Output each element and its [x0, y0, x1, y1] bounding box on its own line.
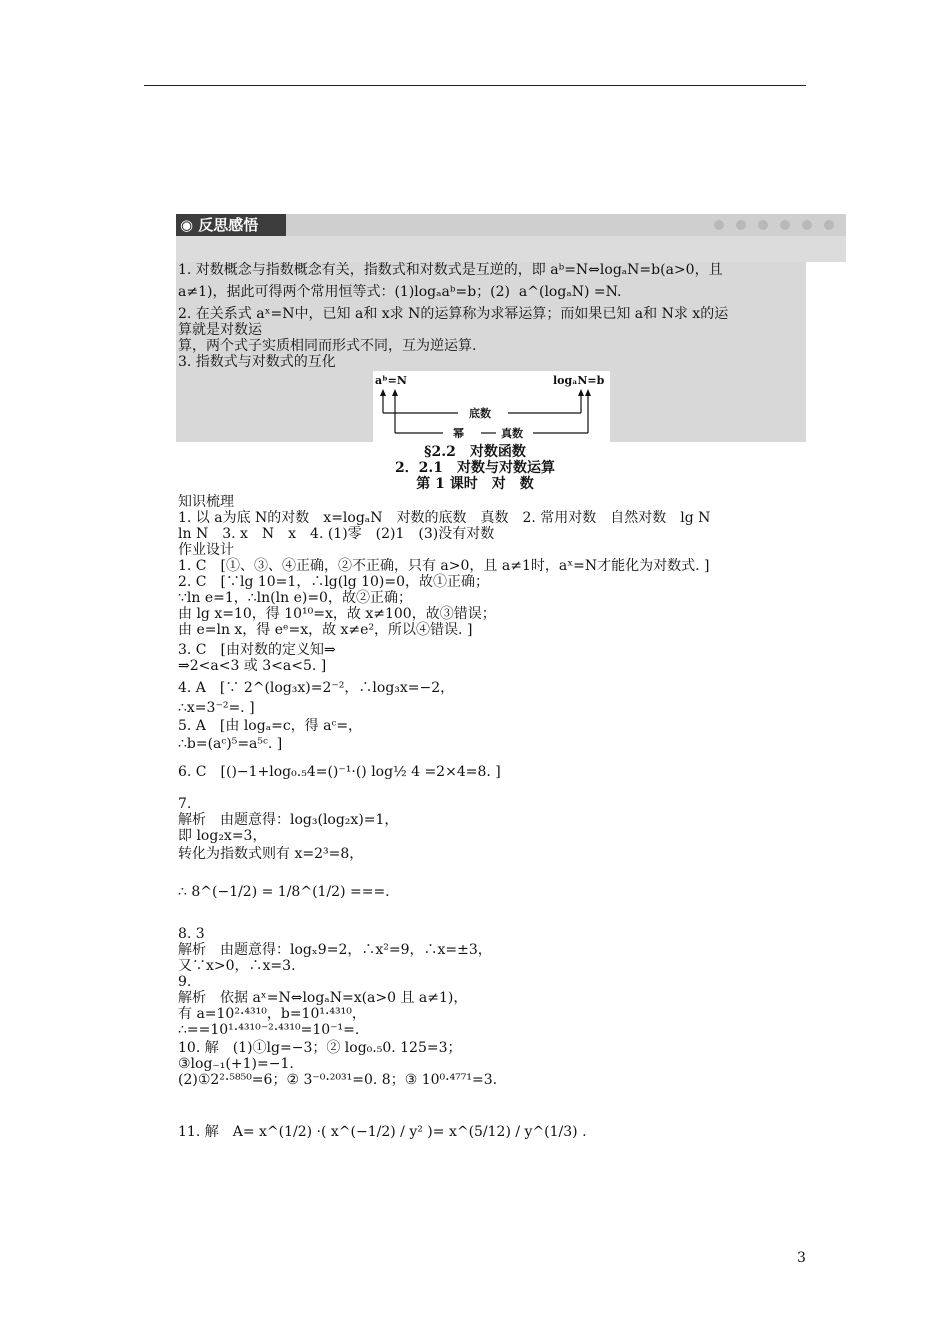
- diagram-base-label: 底数: [469, 407, 491, 420]
- diagram-power-label: 幂: [453, 427, 464, 440]
- answer-line: 3. C [由对数的定义知⇒: [178, 642, 336, 658]
- answer-line: 2. C [∵lg 10=1，∴lg(lg 10)=0，故①正确；: [178, 574, 490, 590]
- diagram-true-label: 真数: [501, 427, 523, 440]
- answer-line: 即 log₂x=3，: [178, 828, 267, 844]
- page-number: 3: [797, 1250, 806, 1266]
- reflection-line-5: 算，两个式子实质相同而形式不同，互为逆运算.: [178, 338, 477, 354]
- answer-line: 1. C [①、③、④正确，②不正确，只有 a>0，且 a≠1时，aˣ=N才能化为对数式. ]: [178, 558, 710, 574]
- dot-icon: [802, 220, 812, 230]
- answer-line: ∴==10¹·⁴³¹⁰⁻²·⁴³¹⁰=10⁻¹=.: [178, 1022, 360, 1038]
- dot-icon: [780, 220, 790, 230]
- reflection-line-2: a≠1)，据此可得两个常用恒等式：(1)logₐaᵇ=b；(2) a^(logₐN) =N.: [178, 284, 622, 300]
- lesson-title: 第 1 课时 对 数: [416, 476, 534, 492]
- answer-line: ③log₋₁(+1)=−1.: [178, 1056, 294, 1072]
- reflection-line-6: 3. 指数式与对数式的互化: [178, 354, 336, 370]
- section-tab: ◉ 反思感悟: [176, 214, 290, 236]
- reflection-line-3: 2. 在关系式 aˣ=N中，已知 a和 x求 N的运算称为求幂运算；而如果已知 a和 N求 x的运: [178, 306, 729, 322]
- answer-line: 作业设计: [178, 542, 234, 558]
- answer-line: ∴ 8^(−1/2) = 1/8^(1/2) ===.: [178, 884, 390, 900]
- dot-icon: [736, 220, 746, 230]
- answer-line: 又∵x>0，∴x=3.: [178, 958, 296, 974]
- answer-line: 解析 依据 aˣ=N⇔logₐN=x(a>0 且 a≠1)，: [178, 990, 468, 1006]
- answer-line: 7.: [178, 796, 192, 812]
- reflection-line-4: 算就是对数运: [178, 322, 262, 338]
- header-rule: [144, 85, 806, 86]
- answer-line: ⇒2<a<3 或 3<a<5. ]: [178, 658, 327, 674]
- answer-line: 解析 由题意得：logₓ9=2，∴x²=9，∴x=±3，: [178, 942, 492, 958]
- answer-line: 由 lg x=10，得 10¹⁰=x，故 x≠100，故③错误；: [178, 606, 496, 622]
- diagram-right-formula: logₐN=b: [553, 374, 605, 387]
- decorative-dots-bar: [286, 214, 846, 236]
- subsection-title: 2．2.1 对数与对数运算: [394, 460, 556, 476]
- answer-line: 有 a=10²·⁴³¹⁰，b=10¹·⁴³¹⁰，: [178, 1006, 366, 1022]
- dot-icon: [824, 220, 834, 230]
- exp-log-diagram: [373, 371, 610, 443]
- answer-line: 转化为指数式则有 x=2³=8，: [178, 846, 364, 862]
- answer-line: 4. A [∵ 2^(log₃x)=2⁻²，∴log₃x=−2，: [178, 680, 455, 696]
- answer-line: 知识梳理: [178, 494, 234, 510]
- answer-line: 5. A [由 logₐ=c，得 aᶜ=，: [178, 718, 363, 734]
- answer-line: 解析 由题意得：log₃(log₂x)=1，: [178, 812, 399, 828]
- answer-line: 11. 解 A= x^(1/2) ·( x^(−1/2) / y² )= x^(5/12) / y^(1/3) .: [178, 1124, 587, 1140]
- answer-line: 9.: [178, 974, 192, 990]
- answer-line: 由 e=ln x，得 eᵉ=x，故 x≠e²，所以④错误. ]: [178, 622, 473, 638]
- answer-line: 8. 3: [178, 926, 205, 942]
- answer-line: 6. C [()−1+log₀.₅4=()⁻¹·() log½ 4 =2×4=8. ]: [178, 764, 501, 780]
- answer-line: 1. 以 a为底 N的对数 x=logₐN 对数的底数 真数 2. 常用对数 自然对数 lg N: [178, 510, 711, 526]
- answer-line: (2)①2²·⁵⁸⁵⁰=6；② 3⁻⁰·²⁰³¹=0. 8；③ 10⁰·⁴⁷⁷¹=3.: [178, 1072, 498, 1088]
- answer-line: ∴x=3⁻²=. ]: [178, 700, 255, 716]
- reflection-line-1: 1. 对数概念与指数概念有关，指数式和对数式是互逆的，即 aᵇ=N⇔logₐN=b(a>0，且: [178, 262, 723, 278]
- diagram-left-formula: aᵇ=N: [375, 374, 407, 387]
- answer-line: ln N 3. x N x 4. (1)零 (2)1 (3)没有对数: [178, 526, 495, 542]
- dot-icon: [758, 220, 768, 230]
- dot-icon: [714, 220, 724, 230]
- answer-line: 10. 解 (1)①lg=−3；② log₀.₅0. 125=3；: [178, 1040, 462, 1056]
- answer-line: ∴b=(aᶜ)⁵=a⁵ᶜ. ]: [178, 736, 283, 752]
- answer-line: ∵ln e=1，∴ln(ln e)=0，故②正确；: [178, 590, 412, 606]
- section-title: §2.2 对数函数: [424, 444, 526, 460]
